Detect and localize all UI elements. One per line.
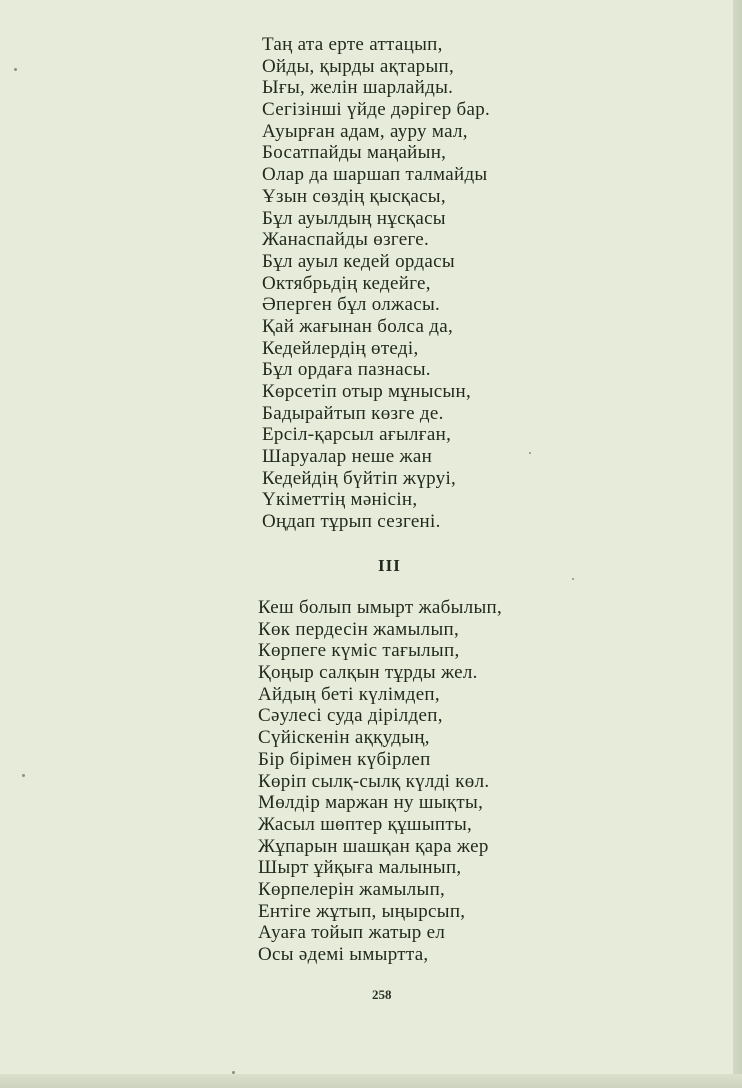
verse-line: Сүйіскенін аққудың, bbox=[258, 727, 430, 749]
paper-speck bbox=[572, 578, 574, 580]
verse-line: Айдың беті күлімдеп, bbox=[258, 683, 440, 705]
verse-line: Ауаға тойып жатыр ел bbox=[258, 922, 446, 944]
verse-line: Осы әдемі ымыртта, bbox=[258, 944, 429, 965]
verse-line: Көрпелерін жамылып, bbox=[258, 878, 446, 900]
verse-line: Ентіге жұтып, ыңырсып, bbox=[258, 900, 466, 922]
page-number: 258 bbox=[372, 987, 392, 1002]
verse-line: Қоңыр салқын тұрды жел. bbox=[258, 662, 478, 684]
verse-line: Ойды, қырды ақтарып, bbox=[262, 55, 455, 77]
paper-speck bbox=[529, 452, 531, 454]
page-bottom-edge bbox=[0, 1074, 742, 1088]
verse-line: Ауырған адам, ауру мал, bbox=[262, 120, 468, 142]
verse-line: Таң ата ерте аттацып, bbox=[262, 34, 443, 55]
verse-line: Мөлдір маржан ну шықты, bbox=[258, 792, 484, 814]
verse-line: Октябрьдің кедейге, bbox=[262, 272, 431, 294]
verse-line: Оңдап тұрып сезгені. bbox=[262, 511, 441, 533]
verse-line: Көріп сылқ-сылқ күлді көл. bbox=[258, 770, 490, 792]
verse-line: Көк пердесін жамылып, bbox=[258, 618, 460, 640]
verse-line: Ерсіл-қарсыл ағылған, bbox=[262, 424, 452, 446]
verse-line: Көрсетіп отыр мұнысын, bbox=[262, 381, 472, 402]
verse-line: Көрпеге күміс тағылып, bbox=[258, 640, 460, 662]
paper-speck bbox=[14, 68, 17, 71]
verse-line: Кеш болып ымырт жабылып, bbox=[258, 597, 503, 618]
verse-line: Бұл ордаға пазнасы. bbox=[262, 359, 431, 381]
verse-line: Жұпарын шашқан қара жер bbox=[258, 835, 489, 857]
page-right-edge bbox=[733, 0, 742, 1088]
paper-speck bbox=[22, 774, 25, 777]
verse-line: Бұл ауылдың нұсқасы bbox=[262, 207, 446, 229]
verse-line: Ығы, желін шарлайды. bbox=[262, 77, 454, 99]
poem-stanza-1 bbox=[262, 34, 490, 533]
verse-line: Сегізінші үйде дәрігер бар. bbox=[262, 99, 491, 121]
poem-stanza-2 bbox=[258, 597, 502, 966]
verse-line: Жасыл шөптер құшыпты, bbox=[258, 813, 473, 835]
verse-line: Кедейдің бүйтіп жүруі, bbox=[262, 467, 457, 489]
section-heading: III bbox=[378, 556, 401, 575]
verse-line: Ұзын сөздің қысқасы, bbox=[262, 185, 446, 207]
verse-line: Қай жағынан болса да, bbox=[262, 315, 454, 337]
verse-line: Әперген бұл олжасы. bbox=[262, 294, 441, 316]
verse-line: Кедейлердің өтеді, bbox=[262, 337, 419, 359]
verse-line: Шырт ұйқыға малынып, bbox=[258, 857, 462, 879]
verse-line: Бұл ауыл кедей ордасы bbox=[262, 250, 455, 272]
verse-line: Шаруалар неше жан bbox=[262, 446, 433, 468]
verse-line: Босатпайды маңайын, bbox=[262, 142, 447, 164]
verse-line: Жанаспайды өзгеге. bbox=[262, 229, 430, 251]
verse-line: Үкіметтің мәнісін, bbox=[262, 489, 418, 511]
verse-line: Сәулесі суда дірілдеп, bbox=[258, 705, 443, 727]
verse-line: Бір бірімен күбірлеп bbox=[258, 748, 431, 770]
verse-line: Бадырайтып көзге де. bbox=[262, 402, 444, 424]
verse-line: Олар да шаршап талмайды bbox=[262, 164, 488, 186]
